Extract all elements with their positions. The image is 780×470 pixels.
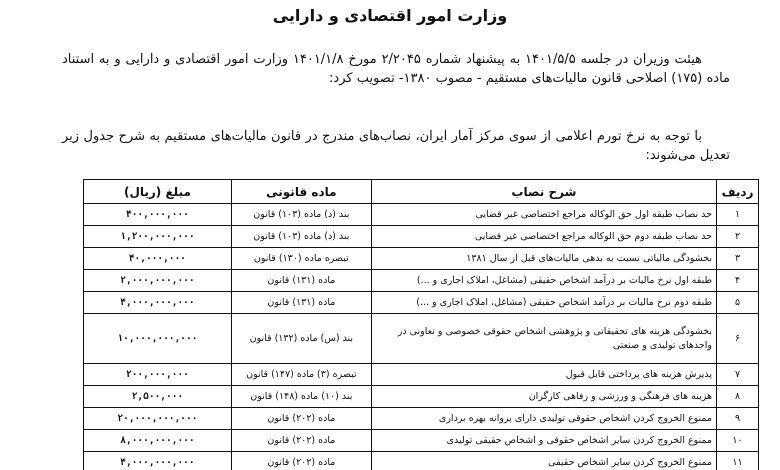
- table-row: [84, 226, 759, 248]
- table-header-row: [84, 180, 759, 204]
- amount-cell: ۲,۰۰۰,۰۰۰,۰۰۰: [84, 270, 232, 292]
- adjustment-paragraph: با توجه به نرخ تورم اعلامی از سوی مرکز آمار ایران، نصاب‌های مندرج در قانون مالیات‌های مستقیم به شرح جدول زیر تعدیل می‌شوند:: [62, 129, 730, 163]
- row-number-cell: ۵: [717, 292, 759, 314]
- table-row: [84, 386, 759, 408]
- row-number-cell: ۱۱: [717, 452, 759, 470]
- row-number-cell: ۴: [717, 270, 759, 292]
- amount-cell: ۲۰۰,۰۰۰,۰۰۰: [84, 364, 232, 386]
- description-cell: بخشودگی هزینه های تحقیقاتی و پژوهشی اشخاص حقوقی خصوصی و تعاونی در واحدهای تولیدی و صنعتی: [371, 314, 716, 364]
- amount-cell: ۱۰,۰۰۰,۰۰۰,۰۰۰: [84, 314, 232, 364]
- description-cell: ممنوع الخروج کردن سایر اشخاص حقیقی: [371, 452, 716, 470]
- ministry-title: وزارت امور اقتصادی و دارایی: [272, 6, 508, 25]
- legal-article-cell: ماده (۲۰۲) قانون: [231, 430, 371, 452]
- amount-cell: ۴۰,۰۰۰,۰۰۰: [84, 248, 232, 270]
- legal-article-cell: تبصره (۳) ماده (۱۴۷) قانون: [231, 364, 371, 386]
- description-cell: حد نصاب طبقه اول حق الوکاله مراجع اختصاصی غیر قضایی: [371, 204, 716, 226]
- description-cell: طبقه اول نرخ مالیات بر درآمد اشخاص حقیقی (مشاغل، املاک اجاری و ...): [371, 270, 716, 292]
- table-row: [84, 364, 759, 386]
- description-cell: ممنوع الخروج کردن سایر اشخاص حقوقی و اشخاص حقیقی تولیدی: [371, 430, 716, 452]
- thresholds-table: [83, 179, 759, 470]
- description-cell: هزینه های فرهنگی و ورزشی و رفاهی کارگران: [371, 386, 716, 408]
- table-row: [84, 430, 759, 452]
- table-row: [84, 408, 759, 430]
- description-cell: پذیرش هزینه های پرداختی قابل قبول: [371, 364, 716, 386]
- row-number-cell: ۳: [717, 248, 759, 270]
- description-cell: بخشودگی مالیاتی نسبت به بدهی مالیات‌های قبل از سال ۱۳۸۱: [371, 248, 716, 270]
- row-number-cell: ۱: [717, 204, 759, 226]
- header-row-number: ردیف: [717, 180, 759, 204]
- table-row: [84, 314, 759, 364]
- amount-cell: ۲۰,۰۰۰,۰۰۰,۰۰۰: [84, 408, 232, 430]
- row-number-cell: ۲: [717, 226, 759, 248]
- amount-cell: ۴۰۰,۰۰۰,۰۰۰: [84, 204, 232, 226]
- description-cell: ممنوع الخروج کردن اشخاص حقوقی تولیدی دارای پروانه بهره برداری: [371, 408, 716, 430]
- table-row: [84, 270, 759, 292]
- row-number-cell: ۸: [717, 386, 759, 408]
- amount-cell: ۴,۰۰۰,۰۰۰,۰۰۰: [84, 452, 232, 470]
- legal-article-cell: بند (د) ماده (۱۰۳) قانون: [231, 226, 371, 248]
- amount-cell: ۴,۰۰۰,۰۰۰,۰۰۰: [84, 292, 232, 314]
- legal-article-cell: تبصره ماده (۱۳۰) قانون: [231, 248, 371, 270]
- table-body: [84, 204, 759, 470]
- table-row: [84, 204, 759, 226]
- legal-article-cell: بند (س) ماده (۱۳۲) قانون: [231, 314, 371, 364]
- decree-paragraph: هیئت وزیران در جلسه ۱۴۰۱/۵/۵ به پیشنهاد شماره ۲/۲۰۴۵ مورخ ۱۴۰۱/۱/۸ وزارت امور اقتصادی و دارایی و به استناد ماده (۱۷۵) اصلاحی قانون مالیات‌های مستقیم - مصوب ۱۳۸۰- تصویب کرد:: [62, 52, 730, 86]
- legal-article-cell: ماده (۱۳۱) قانون: [231, 292, 371, 314]
- description-cell: طبقه دوم نرخ مالیات بر درآمد اشخاص حقیقی (مشاغل، املاک اجاری و ...): [371, 292, 716, 314]
- row-number-cell: ۱۰: [717, 430, 759, 452]
- legal-article-cell: بند (۱۰) ماده (۱۴۸) قانون: [231, 386, 371, 408]
- table-row: [84, 248, 759, 270]
- amount-cell: ۲,۵۰۰,۰۰۰: [84, 386, 232, 408]
- amount-cell: ۱,۲۰۰,۰۰۰,۰۰۰: [84, 226, 232, 248]
- legal-article-cell: ماده (۱۳۱) قانون: [231, 270, 371, 292]
- legal-article-cell: بند (د) ماده (۱۰۳) قانون: [231, 204, 371, 226]
- row-number-cell: ۹: [717, 408, 759, 430]
- header-description: شرح نصاب: [371, 180, 716, 204]
- table-row: [84, 292, 759, 314]
- row-number-cell: ۶: [717, 314, 759, 364]
- legal-article-cell: ماده (۲۰۲) قانون: [231, 408, 371, 430]
- row-number-cell: ۷: [717, 364, 759, 386]
- description-cell: حد نصاب طبقه دوم حق الوکاله مراجع اختصاصی غیر قضایی: [371, 226, 716, 248]
- header-amount: مبلغ (ریال): [84, 180, 232, 204]
- table-row: [84, 452, 759, 470]
- legal-article-cell: ماده (۲۰۲) قانون: [231, 452, 371, 470]
- amount-cell: ۸,۰۰۰,۰۰۰,۰۰۰: [84, 430, 232, 452]
- header-legal-article: ماده قانونی: [231, 180, 371, 204]
